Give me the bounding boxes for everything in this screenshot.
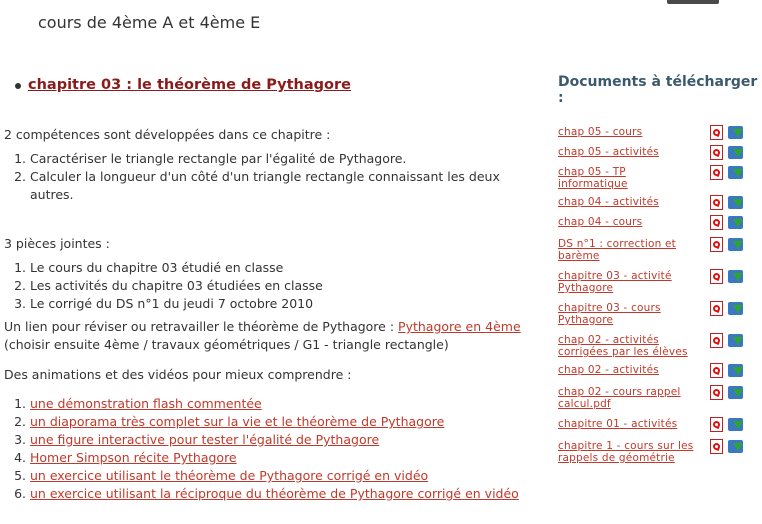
pdf-icon[interactable] (710, 439, 723, 454)
attachments-intro: 3 pièces jointes : (4, 236, 110, 251)
download-icon[interactable] (728, 386, 743, 399)
document-link[interactable]: chap 05 - TP informatique (558, 166, 628, 190)
attachments-list (4, 259, 544, 313)
document-link[interactable]: chapitre 1 - cours sur les rappels de géométrie (558, 440, 694, 464)
document-row (558, 146, 758, 158)
review-text-before: Un lien pour réviser ou retravailler le théorème de Pythagore : (4, 319, 399, 334)
main-content (4, 76, 544, 503)
download-icon[interactable] (728, 440, 743, 453)
pdf-icon[interactable] (710, 269, 723, 284)
animation-link[interactable]: un exercice utilisant le théorème de Pythagore corrigé en vidéo (30, 468, 429, 483)
document-link[interactable]: chap 02 - activités corrigées par les élèves (558, 334, 688, 358)
document-row (558, 440, 758, 464)
document-link[interactable]: chapitre 03 - cours Pythagore (558, 302, 661, 326)
document-link[interactable]: chapitre 03 - activité Pythagore (558, 270, 672, 294)
document-row (558, 334, 758, 358)
download-icon[interactable] (728, 418, 743, 431)
list-item (30, 467, 544, 485)
pdf-icon[interactable] (710, 165, 723, 180)
documents-sidebar (558, 74, 758, 464)
list-item (30, 449, 544, 467)
document-icons (710, 145, 750, 161)
document-icons (710, 237, 750, 253)
animation-link[interactable]: une figure interactive pour tester l'égalité de Pythagore (30, 432, 380, 447)
document-row (558, 166, 758, 190)
site-title: cours de 4ème A et 4ème E (38, 13, 261, 32)
pdf-icon[interactable] (710, 385, 723, 400)
download-icon[interactable] (728, 196, 743, 209)
bullet-icon (15, 83, 21, 89)
list-item (30, 431, 544, 449)
document-link[interactable]: chap 02 - activités (558, 364, 659, 376)
document-link[interactable]: chapitre 01 - activités (558, 418, 678, 430)
document-icons (710, 439, 750, 455)
pdf-icon[interactable] (710, 417, 723, 432)
pdf-icon[interactable] (710, 215, 723, 230)
document-row (558, 386, 758, 410)
download-icon[interactable] (728, 216, 743, 229)
document-row (558, 364, 758, 376)
document-icons (710, 363, 750, 379)
document-link[interactable]: chap 04 - activités (558, 196, 659, 208)
download-icon[interactable] (728, 166, 743, 179)
download-icon[interactable] (728, 270, 743, 283)
competences-list (4, 150, 544, 204)
document-row (558, 238, 758, 262)
list-item: 1. Caractériser le triangle rectangle par l'égalité de Pythagore. (30, 150, 544, 168)
animations-intro: Des animations et des vidéos pour mieux comprendre : (4, 367, 352, 382)
document-row (558, 302, 758, 326)
list-item: 1. Le cours du chapitre 03 étudié en classe (30, 259, 544, 277)
animations-list (4, 395, 544, 503)
list-item (30, 485, 544, 503)
download-icon[interactable] (728, 302, 743, 315)
chapter-heading (28, 76, 544, 94)
pdf-icon[interactable] (710, 125, 723, 140)
document-icons (710, 417, 750, 433)
list-item: 2. Les activités du chapitre 03 étudiées en classe (30, 277, 544, 295)
document-link[interactable]: chap 05 - activités (558, 146, 659, 158)
document-row (558, 216, 758, 228)
pdf-icon[interactable] (710, 301, 723, 316)
competences-intro: 2 compétences sont développées dans ce chapitre : (4, 127, 331, 142)
document-row (558, 196, 758, 208)
animation-link[interactable]: un diaporama très complet sur la vie et le théorème de Pythagore (30, 414, 445, 429)
pythagore-4eme-link[interactable]: Pythagore en 4ème (398, 319, 521, 334)
animation-link[interactable]: un exercice utilisant la réciproque du théorème de Pythagore corrigé en vidéo (30, 486, 519, 501)
top-tab-decoration (667, 0, 719, 4)
document-link[interactable]: DS n°1 : correction et barème (558, 238, 676, 262)
document-icons (710, 301, 750, 317)
document-icons (710, 215, 750, 231)
download-icon[interactable] (728, 334, 743, 347)
document-row (558, 126, 758, 138)
sidebar-title: Documents à télécharger : (558, 74, 758, 106)
animation-link[interactable]: une démonstration flash commentée (30, 396, 262, 411)
document-icons (710, 195, 750, 211)
document-link[interactable]: chap 05 - cours (558, 126, 643, 138)
pdf-icon[interactable] (710, 195, 723, 210)
document-icons (710, 385, 750, 401)
pdf-icon[interactable] (710, 237, 723, 252)
chapter-title-link[interactable]: chapitre 03 : le théorème de Pythagore (28, 77, 351, 93)
list-item: 2. Calculer la longueur d'un côté d'un triangle rectangle connaissant les deux autres. (30, 168, 544, 204)
download-icon[interactable] (728, 126, 743, 139)
document-icons (710, 125, 750, 141)
document-row (558, 270, 758, 294)
list-item: 3. Le corrigé du DS n°1 du jeudi 7 octobre 2010 (30, 295, 544, 313)
list-item (30, 413, 544, 431)
review-text-after: (choisir ensuite 4ème / travaux géométriques / G1 - triangle rectangle) (4, 337, 449, 352)
pdf-icon[interactable] (710, 145, 723, 160)
document-link[interactable]: chap 04 - cours (558, 216, 643, 228)
document-link[interactable]: chap 02 - cours rappel calcul.pdf (558, 386, 681, 410)
document-icons (710, 333, 750, 349)
document-icons (710, 269, 750, 285)
document-row (558, 418, 758, 430)
download-icon[interactable] (728, 364, 743, 377)
animation-link[interactable]: Homer Simpson récite Pythagore (30, 450, 237, 465)
review-paragraph (4, 318, 544, 354)
pdf-icon[interactable] (710, 363, 723, 378)
download-icon[interactable] (728, 146, 743, 159)
download-icon[interactable] (728, 238, 743, 251)
document-icons (710, 165, 750, 181)
pdf-icon[interactable] (710, 333, 723, 348)
list-item (30, 395, 544, 413)
